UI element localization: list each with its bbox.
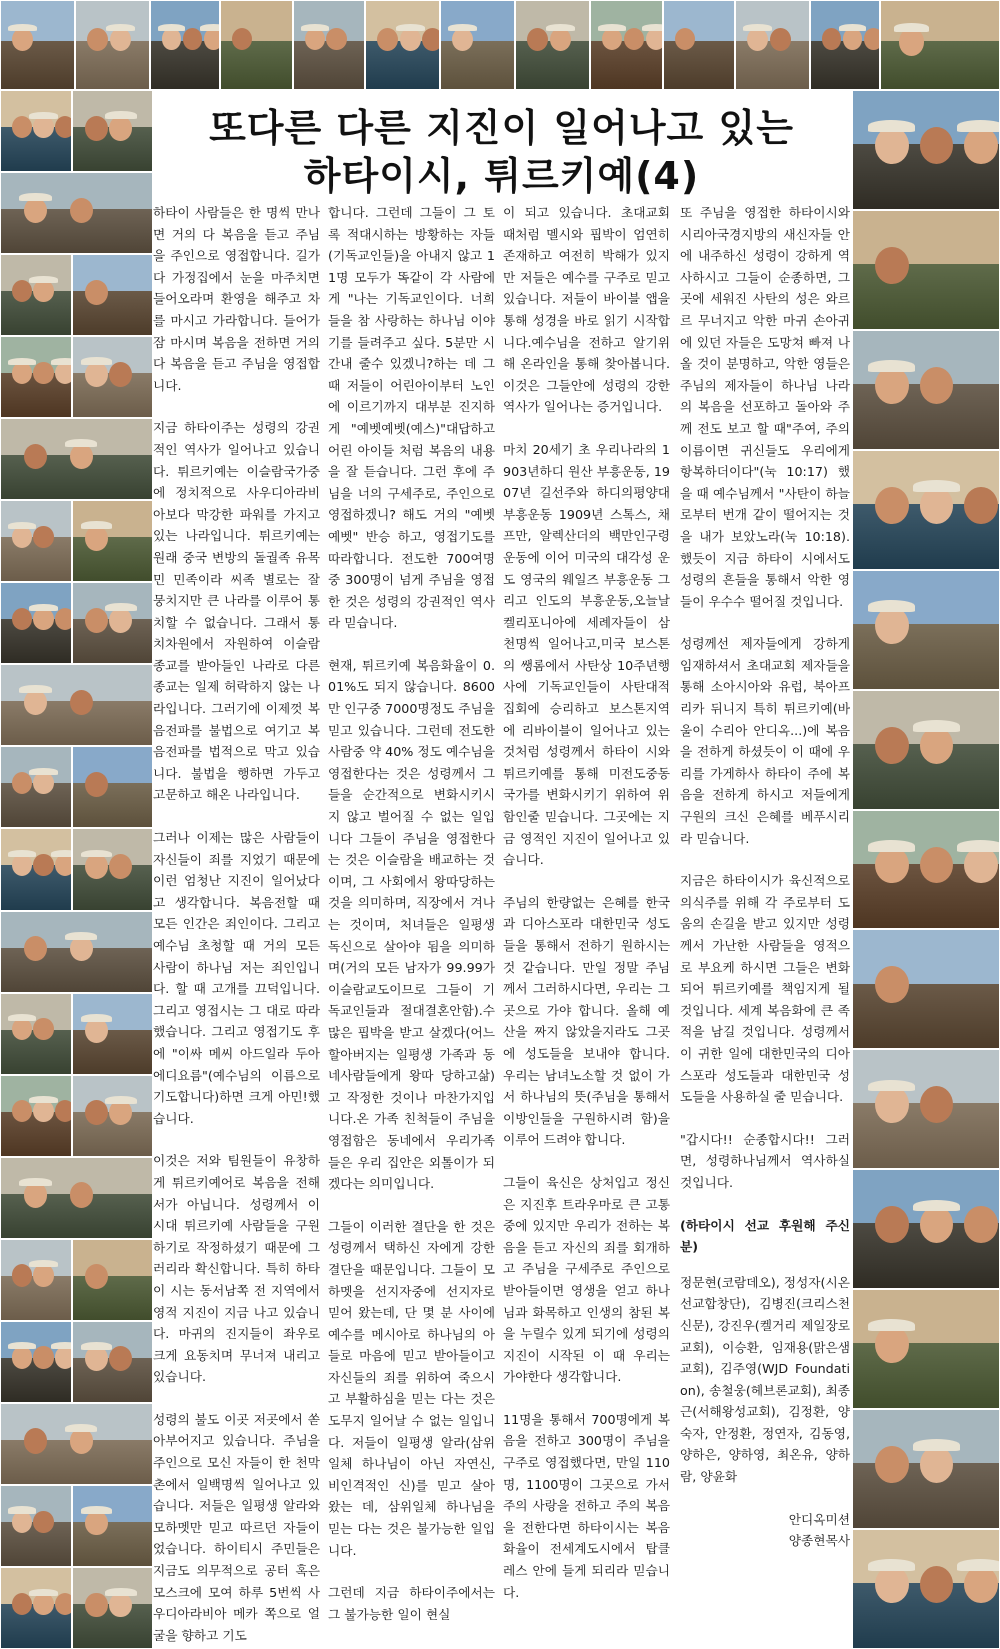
paragraph: 지금은 하타이시가 육신적으로 의식주를 위해 각 주로부터 도움의 손길을 받고 있지만 성령께서 가난한 사람들을 영적으로 부요케 하시면 그들은 변화되어 튀르키예를 책임지게 될 것입니다. 세계 복음화에 큰 족적을 남길 것입니다. 성령께서 이 귀한 일에 대한민국의 디아스포라 성도들과 대한민국 성도들을 사용하실 줄 믿습니다.	[680, 873, 850, 1105]
paragraph: 지금 하타이주는 성령의 강권적인 역사가 일어나고 있습니다. 튀르키예는 이슬람국가중에 정치적으로 사우디아라비아보다 막강한 파워를 가지고 있는 나라입니다. 튀르키예는 원래 중국 변방의 돌궐족 유목민 민족이라 씨족 별로는 잘 뭉치지만 큰 나라를 이루어 통치할 수 없습니다. 그래서 통치차원에서 자원하여 이슬람 종교를 받아들인 나라로 다른 종교는 일제 허락하지 않는 나라입니다. 그러기에 이제껏 복음전파를 불법으로 여기고 복음전파를 법적으로 막고 있습니다. 불법을 행하면 가두고 고문하고 해온 나라입니다.	[153, 420, 320, 803]
photo-street-children	[0, 0, 75, 90]
photo-group-selfie	[0, 1075, 72, 1157]
photo-two-men-selfie	[852, 330, 1000, 450]
photo-hat-man	[810, 0, 880, 90]
photo-family-selfie	[0, 254, 72, 336]
photo-man-selfie	[0, 911, 153, 993]
photo-men-smiling	[220, 0, 293, 90]
paragraph: 현재, 튀르키예 복음화율이 0.01%도 되지 않습니다. 8600만 인구중 7000명정도 주님을 믿고 있습니다. 그런데 전도한 사람중 약 40% 정도 예수님을 영접한다는 것은 성령께서 그들을 순간적으로 변화시키시지 않고 벌어질 수 없는 일입니다 그들이 주님을 영접한다는 것은 이슬람을 배교하는 것이며, 그 사회에서 왕따당하는 것을 의미하며, 직장에서 겨나는 것이며, 처녀들은 일평생 독신으로 살아야 됨을 의미하며(거의 모든 남자가 99.99가 이슬람교도이므로 그들이 기독교인들과 절대결혼안함).수많은 핍박을 받고 살겠다(어느할아버지는 일평생 가족과 동네사람들에게 왕따 당하고삶)고 작정한 것이나 마찬가지입니다.온 가족 친척들이 주님을 영접함은 동네에서 우리가족들은 우리 집안은 외톨이가 되겠다는 의미입니다.	[328, 657, 495, 1192]
sponsor-heading: (하타이시 선교 후원해 주신 분)	[680, 1217, 850, 1255]
article-column-1	[153, 202, 320, 1642]
sponsor-list: 정문현(코람데오), 정성자(시온선교합창단), 김병진(크리스천신문), 강진우(켈거리 제일장로교회), 이승환, 임재용(맑은샘교회), 김주영(WJD Foundation), 송철웅(헤브론교회), 최종근(서해왕성교회), 김정환, 양숙자, 안정환, 정연자, 김동영, 양하은, 양하영, 최온유, 양하람, 양윤화	[680, 1274, 850, 1485]
photo-bearded-man	[852, 1169, 1000, 1289]
photo-elderly-woman	[852, 1529, 1000, 1649]
photo-men-pair	[852, 929, 1000, 1049]
paragraph: 그런데 지금 하타이주에서는 그 불가능한 일이 현실	[328, 1585, 495, 1622]
photo-family-tent	[852, 1289, 1000, 1409]
photo-man-yellow-cap	[663, 0, 735, 90]
photo-family-table	[0, 1567, 72, 1649]
paragraph: 주님의 한량없는 은혜를 한국과 디아스포라 대한민국 성도들을 통해서 전하기 원하시는 것 같습니다. 만일 정말 주님께서 그러하시다면, 우리는 그곳으로 가야 합니다. 올해 예산을 짜지 않았을지라도 그곳에 성도들을 보내야 합니다. 우리는 남녀노소할 것 없이 가서 하나님의 뜻(주님을 통해서 이방인들을 구원하시려 함)을 이루어 드려야 합니다.	[503, 894, 670, 1148]
article-column-3	[503, 202, 670, 1642]
paragraph: 그러나 이제는 많은 사람들이 자신들이 죄를 지었기 때문에 이런 엄청난 지진이 일어났다고 생각합니다. 복음전할 때 모든 인간은 죄인이다. 그리고 예수님 초청할 때 거의 모든 사람이 하나님 저는 죄인입니다. 할 때 고개를 끄덕입니다. 그리고 영접시는 그 대로 따라했습니다. 그리고 영접기도 후에 "이싸 메씨 아드일라 두아 에디요름"(예수님의 이름으로 기도합니다)하면 크게 아민!했습니다.	[153, 830, 320, 1126]
photo-hat-woman	[852, 1049, 1000, 1169]
photo-hillside-group	[0, 993, 72, 1075]
photo-tent-kitchen	[852, 450, 1000, 570]
signature	[680, 1509, 850, 1552]
photo-ruined-room	[440, 0, 515, 90]
paragraph: 그들이 육신은 상처입고 정신은 지진후 트라우마로 큰 고통중에 있지만 우리가 전하는 복음을 듣고 자신의 죄를 회개하고 주님을 구세주로 주인으로 받아들이면 영생을 얻고 하나님과 화목하고 인생의 참된 복을 누릴수 있게 되기에 성령의 지진이 시작된 이 때 우리는 가야한다 생각합니다.	[503, 1174, 670, 1385]
photo-women-group	[852, 810, 1000, 930]
photo-tent-meeting	[0, 418, 153, 500]
photo-tent-camp	[0, 172, 153, 254]
signature-name: 양종현목사	[788, 1533, 850, 1549]
photo-cafe-group	[72, 1485, 153, 1567]
photo-kids-group	[0, 1321, 72, 1403]
paragraph: 이것은 저와 팀원들이 유창하게 튀르키예어로 복음을 전해서가 아닙니다. 성령께서 이 시대 튀르키예 사람들을 구원하기로 작정하셨기 때문에 그러리라 확신합니다. 특히 하타이 시는 동서남쪽 전 지역에서 영적 지진이 지금 나고 있습니다. 마귀의 진지들이 좌우로 크게 요동치며 무너져 내리고 있습니다.	[153, 1153, 320, 1385]
photo-hillside-group	[72, 993, 153, 1075]
photo-ruined-building	[852, 90, 1000, 210]
signature-org: 안디옥미션	[788, 1511, 850, 1527]
headline	[153, 104, 850, 200]
headline-line1: 또다른 다른 지진이 일어나고 있는	[209, 106, 794, 150]
photo-building-damage	[75, 0, 150, 90]
photo-soldier-selfie	[0, 336, 72, 418]
photo-soldier-selfie	[72, 336, 153, 418]
photo-cafe-group	[0, 1485, 72, 1567]
photo-child-group	[72, 500, 153, 582]
photo-tent-crowd	[72, 1239, 153, 1321]
photo-crowd-group	[515, 0, 590, 90]
article	[153, 90, 850, 1649]
paragraph: 마치 20세기 초 우리나라의 1903년하디 원산 부흥운동, 1907년 길선주와 하디의평양대부흥운동 1909년 스톡스, 채프만, 알렉산더의 백만인구령운동에 이어 미국의 대각성 운도 영국의 웨일즈 부흥운동 그리고 인도의 부흥운동,오늘날 켈리포니아에 세례자들이 삼천명씩 일어나고,미국 보스톤의 쌩롬에서 사탄상 10주년행사에 기독교인들이 사탄대적집회에 승리하고 보스톤지역에 리바이블이 일어나고 있는 것처럼 성령께서 하타이 시와 튀르키예를 통해 미전도중동국가를 변화시키기 위하여 위함인줄 믿습니다. 그곳에는 지금 영적인 지진이 일어나고 있습니다.	[503, 441, 670, 868]
photo-parked-car	[72, 828, 153, 910]
photo-group-selfie	[72, 1075, 153, 1157]
photo-family-selfie	[72, 254, 153, 336]
photo-parked-car	[0, 828, 72, 910]
photo-road-debris	[365, 0, 440, 90]
photo-group-selfie	[150, 0, 220, 90]
photo-collapsed-building	[293, 0, 365, 90]
article-column-4	[680, 202, 850, 1642]
paragraph: 성령께선 제자들에게 강하게 임재하셔서 초대교회 제자들을 통해 소아시아와 유럽, 북아프리카 뒤니지 특히 튀르키예(바울이 수리아 안디옥...)에 복음을 전하게 하셨듯이 이 때에 우리를 가게하사 하타이 주에 복음을 전하게 하시고 저들에게 구원의 크신 은혜를 베푸시리라 믿습니다.	[680, 636, 850, 846]
photo-women-selfie	[72, 582, 153, 664]
photo-hijab-women	[0, 664, 153, 746]
photo-child-group	[0, 500, 72, 582]
paragraph: 또 주님을 영접한 하타이시와 시리아국경지방의 새신자들 안에 내주하신 성령이 강하게 역사하시고 그들이 순종하면, 그곳에 세워진 사탄의 성은 와르르 무너지고 악한 마귀 손아귀에 있던 자들은 도망쳐 빠져 나올 것이 분명하고, 악한 영들은 주님의 제자들이 하나님 나라의 복음을 선포하고 돌아와 주께 전도 보고 할 때"주여, 주의 이름이면 귀신들도 우리에게 항복하더이다"(눅 10:17) 했을 때 예수님께서 "사탄이 하늘로부터 번개 같이 떨어지는 것을 내가 보았노라(눅 10:18). 했듯이 지금 하타이 시에서도 성령의 흔들을 통해서 악한 영들이 우수수 떨어질 것입니다.	[680, 205, 850, 609]
photo-tent-crowd	[0, 1239, 72, 1321]
paragraph: "갑시다!! 순종합시다!! 그러면, 성령하나님께서 역사하실 것입니다.	[680, 1131, 850, 1190]
paragraph: 이 되고 있습니다. 초대교회 때처럼 멜시와 핍박이 엄연히 존재하고 여전히 박해가 있지만 저들은 예수를 구주로 믿고 있습니다. 저들이 바이블 앱을 통해 성경을 바로 읽기 시작합니다.예수님을 전하고 알기위해 온라인을 통해 찾아봅니다. 이것은 그들안에 성령의 강한 역사가 일어나는 증거입니다.	[503, 205, 670, 415]
article-column-2	[328, 202, 495, 1642]
photo-street-group	[0, 1157, 153, 1239]
photo-embrace	[852, 570, 1000, 690]
photo-selfie-children	[0, 90, 72, 172]
photo-family-table	[72, 1567, 153, 1649]
photo-kids-group	[72, 1321, 153, 1403]
paragraph: 그들이 이러한 결단을 한 것은 성령께서 택하신 자에게 강한 결단을 때문입니다. 그들이 모하멧을 선지자중에 선지자로 믿어 왔는데, 단 몇 분 사이에 예수를 메시아로 하나님의 아들로 마음에 믿고 받아들이고 자신들의 죄를 위하여 죽으시고 부활하심을 믿는 다는 것은 도무지 일어날 수 없는 일입니다. 저들이 일평생 알라(삼위일체 하나님이 아닌 자연신, 비인격적인 신)를 믿고 살아 왔는 데, 삼위일체 하나님을 믿는 다는 것은 불가능한 일입니다.	[328, 1218, 495, 1558]
photo-tent-group	[590, 0, 663, 90]
paragraph: 11명을 통해서 700명에게 복음을 전하고 300명이 주님을 구주로 영접했다면, 만일 110명, 1100명이 그곳으로 가서 주의 사랑을 전하고 주의 복음을 전한다면 하타이시는 복음화율이 전세계도시에서 탑클레스 안에 들게 되리라 믿습니다.	[503, 1411, 670, 1600]
photo-selfie-children	[72, 90, 153, 172]
photo-street-kids	[735, 0, 810, 90]
paragraph: 합니다. 그런데 그들이 그 토록 적대시하는 방황하는 자들(기독교인들)을 아내지 않고 11명 모두가 똑같이 각 사람에게 "나는 기독교인이다. 너희들을 참 사랑하는 하나님 이야기를 들려주고 싶다. 5분만 시간내 줄수 있겠니?하는 데 그때 저들이 어린아이부터 노인에 이르기까지 대부분 진지하게 "예벳예벳(예스)"대답하고 어린 아이들 처럼 복음의 내용을 잘 듣습니다. 그런 후에 주님을 너의 구세주로, 주인으로 영접하겠니? 해도 거의 "예벳 예벳" 반승 하고, 영접기도를 따라합니다. 전도한 700여명 중 300명이 넘게 주님을 영접한 것은 성령의 강권적인 역사라 믿습니다.	[328, 205, 495, 631]
paragraph: 하타이 사람들은 한 명씩 만나면 거의 다 복음을 듣고 주님을 주인으로 영접합니다. 길가다 가정집에서 눈을 마주치면 들어오라며 환영을 해주고 차를 마시고 가라합니다. 들어가 잠 마시며 복음을 전하면 거의 다 복음을 듣고 주님을 영접합니다.	[153, 205, 320, 393]
photo-man-cap	[852, 1409, 1000, 1529]
photo-couple-selfie	[0, 1403, 153, 1485]
photo-women-selfie	[0, 582, 72, 664]
photo-group-hug	[852, 690, 1000, 810]
photo-damaged-houses	[72, 746, 153, 828]
photo-family-selfie	[880, 0, 1000, 90]
photo-rubble-field	[852, 210, 1000, 330]
photo-damaged-houses	[0, 746, 72, 828]
paragraph: 성령의 불도 이곳 저곳에서 쏟아부어지고 있습니다. 주님을 주인으로 모신 자들이 한 천막촌에서 일백명씩 일어나고 있습니다. 저들은 일평생 알라와 모하멧만 믿고 따르던 자들이었습니다. 하이티시 주민들은 지금도 의무적으로 공터 혹은 모스크에 모여 하루 5번씩 사우디아라비아 메카 쪽으로 얼굴을 향하고 기도	[153, 1411, 320, 1642]
headline-line2: 하타이시, 튀르키예(4)	[303, 154, 700, 198]
